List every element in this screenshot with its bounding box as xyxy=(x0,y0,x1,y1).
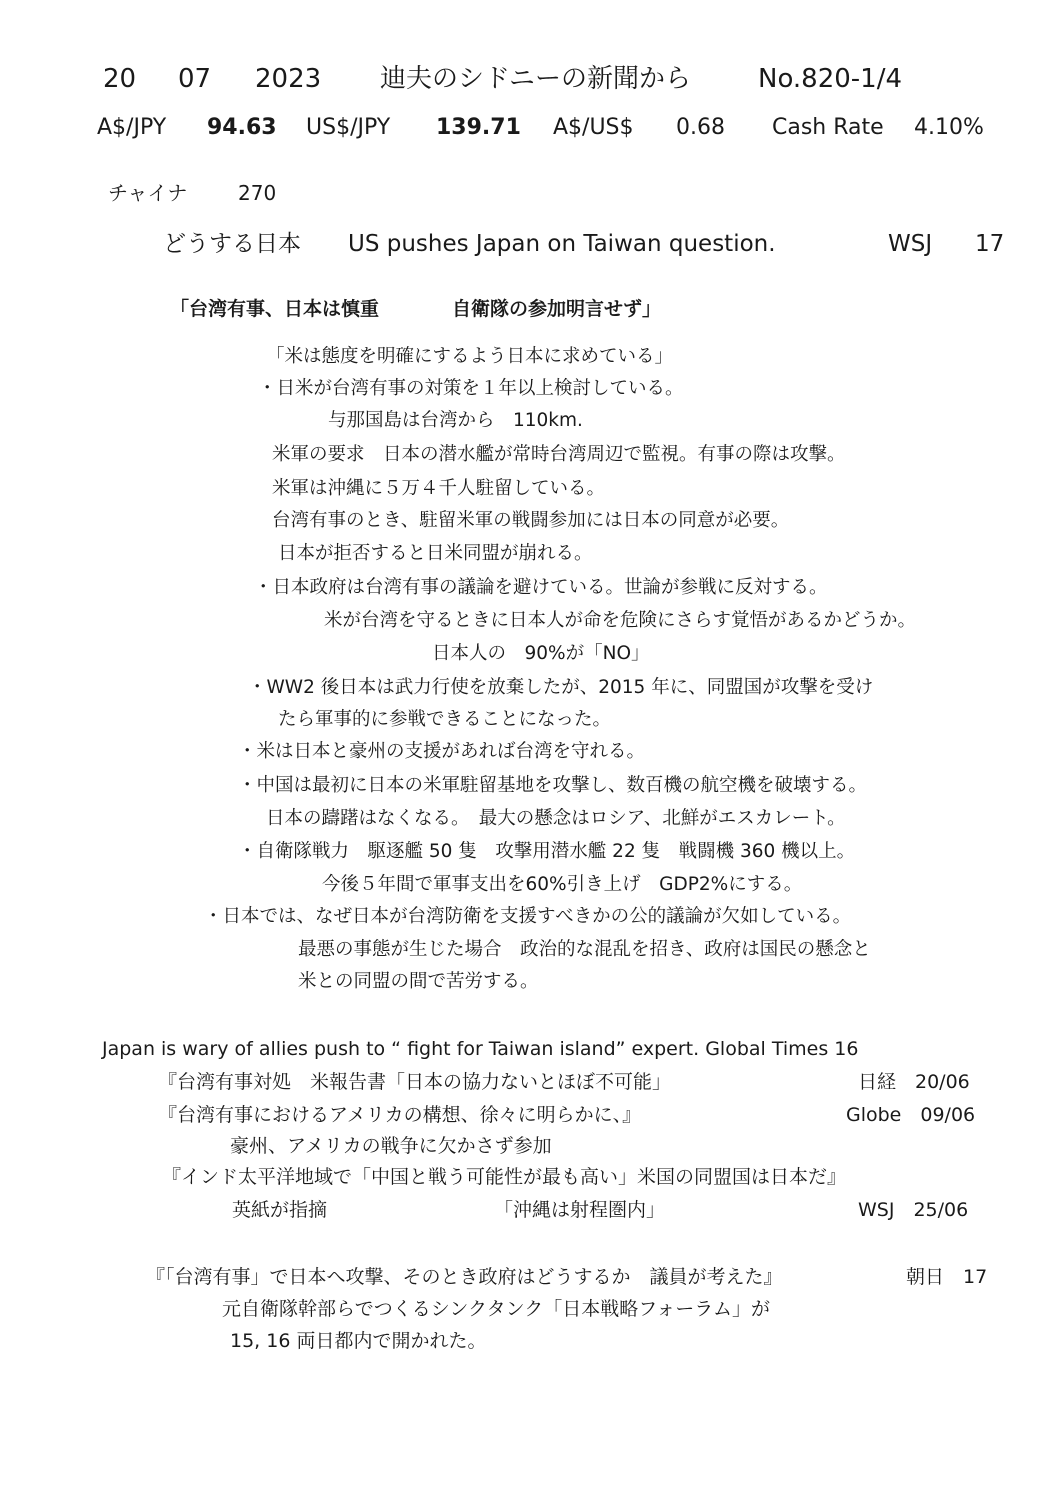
reference-globe-title: 『台湾有事におけるアメリカの構想、徐々に明らかに、』 xyxy=(158,1104,642,1126)
subheadline-left: 「台湾有事、日本は慎重 xyxy=(170,298,380,320)
body-line: 今後５年間で軍事支出を60%引き上げ GDP2%にする。 xyxy=(322,874,803,895)
body-line: ・日米が台湾有事の対策を１年以上検討している。 xyxy=(258,378,684,399)
body-line: 米軍の要求 日本の潜水艦が常時台湾周辺で監視。有事の際は攻撃。 xyxy=(272,444,846,465)
body-line: 日本が拒否すると日米同盟が崩れる。 xyxy=(278,543,593,564)
body-line: ・日本では、なぜ日本が台湾防衛を支援すべきかの公的議論が欠如している。 xyxy=(204,906,852,927)
body-line: 米が台湾を守るときに日本人が命を危険にさらす覚悟があるかどうか。 xyxy=(324,610,917,631)
subheadline-right: 自衛隊の参加明言せず」 xyxy=(452,298,662,320)
reference-asahi-source: 朝日 17 xyxy=(906,1266,988,1288)
body-line: ・自衛隊戦力 駆逐艦 50 隻 攻撃用潜水艦 22 隻 戦闘機 360 機以上。 xyxy=(238,841,856,862)
reference-asahi-title: 『「台湾有事」で日本へ攻撃、そのとき政府はどうするか 議員が考えた』 xyxy=(146,1266,783,1288)
date-month: 07 xyxy=(178,64,212,94)
reference-wsj-source: WSJ 25/06 xyxy=(858,1199,969,1221)
body-line: 台湾有事のとき、駐留米軍の戦闘参加には日本の同意が必要。 xyxy=(272,510,790,531)
headline-source: WSJ xyxy=(888,231,933,257)
reference-asahi-line2: 元自衛隊幹部らでつくるシンクタンク「日本戦略フォーラム」が xyxy=(222,1298,771,1320)
rate-label-aud-usd: A$/US$ xyxy=(553,115,634,140)
section-label: チャイナ xyxy=(108,181,188,205)
body-line: ・米は日本と豪州の支援があれば台湾を守れる。 xyxy=(238,741,646,762)
reference-nikkei-source: 日経 20/06 xyxy=(858,1071,970,1093)
date-day: 20 xyxy=(103,64,137,94)
body-line: 米との同盟の間で苦労する。 xyxy=(298,971,539,992)
body-line: 日本人の 90%が「NO」 xyxy=(432,643,650,664)
issue-number: No.820-1/4 xyxy=(758,64,903,94)
section-number: 270 xyxy=(238,181,277,205)
rate-label-aud-jpy: A$/JPY xyxy=(97,115,167,140)
body-line: ・WW2 後日本は武力行使を放棄したが、2015 年に、同盟国が攻撃を受け xyxy=(248,677,874,698)
reference-wsj-title: 『インド太平洋地域で「中国と戦う可能性が最も高い」米国の同盟国は日本だ』 xyxy=(162,1166,847,1188)
reference-globe-note: 豪州、アメリカの戦争に欠かさず参加 xyxy=(230,1135,552,1157)
rate-value-usd-jpy: 139.71 xyxy=(436,115,521,140)
body-line: 日本の躊躇はなくなる。 最大の懸念はロシア、北鮮がエスカレート。 xyxy=(266,808,846,829)
headline-date: 17 xyxy=(975,231,1005,257)
body-line: 米軍は沖縄に５万４千人駐留している。 xyxy=(272,478,606,499)
body-line: 最悪の事態が生じた場合 政治的な混乱を招き、政府は国民の懸念と xyxy=(298,939,871,960)
rate-label-cash-rate: Cash Rate xyxy=(772,115,884,140)
body-line: たら軍事的に参戦できることになった。 xyxy=(278,709,612,730)
reference-wsj-note-b: 「沖縄は射程圏内」 xyxy=(494,1199,666,1221)
reference-global-times: Japan is wary of allies push to “ fight for Taiwan island” expert. Global Times 16 xyxy=(102,1038,859,1060)
rate-value-aud-jpy: 94.63 xyxy=(207,115,277,140)
series-title: 迪夫のシドニーの新聞から xyxy=(380,64,691,94)
body-line: ・日本政府は台湾有事の議論を避けている。世論が参戦に反対する。 xyxy=(254,577,828,598)
body-line: 「米は態度を明確にするよう日本に求めている」 xyxy=(266,346,674,367)
reference-asahi-line3: 15, 16 両日都内で開かれた。 xyxy=(230,1330,487,1352)
reference-nikkei-title: 『台湾有事対処 米報告書「日本の協力ないとほぼ不可能」 xyxy=(158,1071,672,1093)
date-year: 2023 xyxy=(255,64,322,94)
rate-value-aud-usd: 0.68 xyxy=(676,115,725,140)
headline-en: US pushes Japan on Taiwan question. xyxy=(348,231,776,257)
headline-jp: どうする日本 xyxy=(163,231,301,257)
reference-globe-source: Globe 09/06 xyxy=(846,1104,976,1126)
body-line: ・中国は最初に日本の米軍駐留基地を攻撃し、数百機の航空機を破壊する。 xyxy=(238,775,868,796)
reference-wsj-note-a: 英紙が指摘 xyxy=(232,1199,328,1221)
rate-value-cash-rate: 4.10% xyxy=(914,115,984,140)
rate-label-usd-jpy: US$/JPY xyxy=(306,115,391,140)
body-line: 与那国島は台湾から 110km. xyxy=(328,410,583,431)
